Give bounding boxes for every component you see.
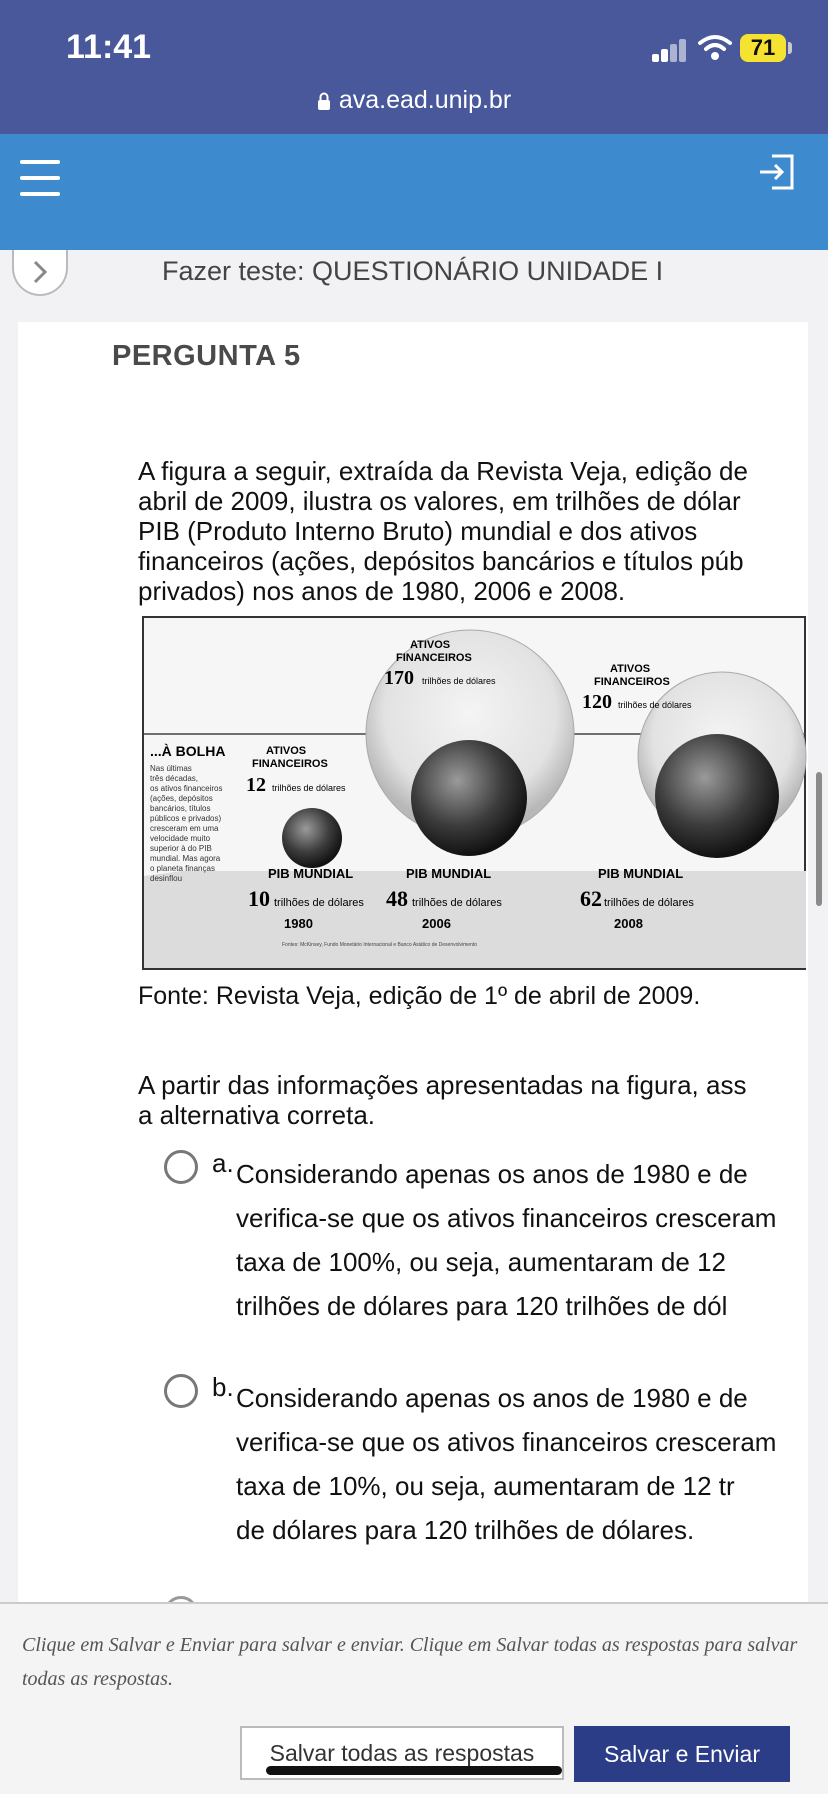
- question-card: [18, 322, 808, 1602]
- svg-text:FINANCEIROS: FINANCEIROS: [396, 652, 472, 664]
- chevron-right-icon: [32, 260, 48, 284]
- option-b-letter: b.: [212, 1372, 234, 1402]
- svg-text:trilhões de dólares: trilhões de dólares: [618, 700, 692, 710]
- app-header: [0, 134, 828, 250]
- svg-text:trilhões de dólares: trilhões de dólares: [604, 897, 694, 909]
- option-a-radio[interactable]: [164, 1150, 198, 1184]
- logout-icon[interactable]: [756, 152, 796, 192]
- svg-text:62: 62: [580, 886, 602, 911]
- svg-text:trilhões de dólares: trilhões de dólares: [422, 676, 496, 686]
- svg-text:ATIVOS: ATIVOS: [410, 639, 451, 651]
- svg-text:10: 10: [248, 886, 270, 911]
- option-a-letter: a.: [212, 1148, 234, 1178]
- footer-instructions: Clique em Salvar e Enviar para salvar e enviar. Clique em Salvar todas as respostas para salvar todas as respostas.: [22, 1634, 798, 1690]
- lock-icon: [317, 92, 331, 110]
- option-a-text[interactable]: Considerando apenas os anos de 1980 e de verifica-se que os ativos financeiros cresceram taxa de 100%, ou seja, aumentaram de 12 trilhões de dólares para 120 trilhões de dól: [236, 1159, 777, 1321]
- svg-text:2006: 2006: [422, 916, 451, 931]
- svg-text:2008: 2008: [614, 916, 643, 931]
- svg-text:12: 12: [246, 774, 266, 796]
- battery-tip: [788, 42, 792, 54]
- option-b-radio[interactable]: [164, 1374, 198, 1408]
- scrollbar[interactable]: [816, 772, 822, 906]
- cellular-signal-icon: [652, 38, 688, 62]
- svg-text:trilhões de dólares: trilhões de dólares: [272, 783, 346, 793]
- question-text: A figura a seguir, extraída da Revista Veja, edição de abril de 2009, ilustra os valores, em trilhões de dólar PIB (Produto Interno Bruto) mundial e dos ativos financeiros (ações, depósitos bancários e títulos púb privados) nos anos de 1980, 2006 e 2008.: [138, 456, 748, 606]
- browser-chrome: [0, 0, 828, 134]
- question-prompt: A partir das informações apresentadas na figura, ass a alternativa correta.: [138, 1070, 747, 1130]
- svg-text:trilhões de dólares: trilhões de dólares: [274, 897, 364, 909]
- svg-text:trilhões de dólares: trilhões de dólares: [412, 897, 502, 909]
- figure-side-text: Nas últimas três décadas, os ativos financeiros (ações, depósitos bancários, títulos públicos e privados) cresceram em uma velocidade muito superior à do PIB mundial. Mas agora o planeta finanças desinflou: [150, 764, 223, 883]
- address-bar[interactable]: [0, 86, 828, 115]
- bubble-figure: [142, 616, 806, 970]
- save-and-submit-button[interactable]: Salvar e Enviar: [574, 1726, 790, 1782]
- svg-text:48: 48: [386, 886, 408, 911]
- wifi-icon: [698, 34, 732, 62]
- expand-course-menu-button[interactable]: [12, 250, 68, 296]
- save-all-button[interactable]: Salvar todas as respostas: [240, 1726, 564, 1780]
- battery-indicator: 71: [740, 34, 786, 62]
- page-title: Fazer teste: QUESTIONÁRIO UNIDADE I: [162, 256, 664, 286]
- svg-text:ATIVOS: ATIVOS: [610, 663, 651, 675]
- breadcrumb: [0, 250, 828, 312]
- svg-text:170: 170: [384, 667, 414, 689]
- svg-text:PIB MUNDIAL: PIB MUNDIAL: [406, 866, 492, 881]
- home-indicator: [266, 1766, 562, 1775]
- figure-credits: Fontes: McKinsey, Fundo Monetário Internacional e Banco Asiático de Desenvolvimento: [282, 942, 478, 948]
- svg-text:120: 120: [582, 691, 612, 713]
- svg-text:PIB MUNDIAL: PIB MUNDIAL: [598, 866, 684, 881]
- svg-text:1980: 1980: [284, 916, 313, 931]
- svg-text:FINANCEIROS: FINANCEIROS: [594, 676, 670, 688]
- option-b-text[interactable]: Considerando apenas os anos de 1980 e de verifica-se que os ativos financeiros cresceram taxa de 10%, ou seja, aumentaram de 12 tr de dólares para 120 trilhões de dólares.: [236, 1383, 777, 1545]
- question-title: PERGUNTA 5: [112, 340, 301, 372]
- svg-text:PIB MUNDIAL: PIB MUNDIAL: [268, 866, 354, 881]
- svg-text:FINANCEIROS: FINANCEIROS: [252, 758, 328, 770]
- menu-icon[interactable]: [20, 160, 60, 196]
- figure-source: Fonte: Revista Veja, edição de 1º de abril de 2009.: [138, 982, 701, 1010]
- figure-heading: ...À BOLHA: [150, 743, 226, 759]
- svg-text:ATIVOS: ATIVOS: [266, 745, 307, 757]
- status-time: 11:41: [66, 28, 152, 66]
- url-text: ava.ead.unip.br: [338, 86, 512, 114]
